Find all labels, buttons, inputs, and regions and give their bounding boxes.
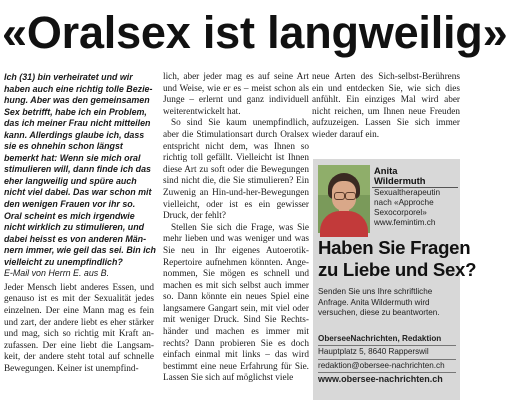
question-line: vielleicht zu unempfindlich? [4,256,123,267]
author-credential: Sexualtherapeutin [374,188,441,197]
contact-website[interactable]: www.obersee-nachrichten.ch [318,374,443,385]
contact-title: OberseeNachrichten, Redaktion [318,334,456,346]
column-1 [4,72,154,376]
text-line: richtig toll gefällt. Vielleicht ist Ihnen [163,153,309,164]
text-line: zufassen. Der eine liebt die Langsam- [4,340,154,351]
text-line: lich, aber jeder mag es auf seine Art [163,72,309,82]
question-line: Oral scheint es mich irgendwie [4,210,135,221]
text-line: nicht reichen, um Ihnen neue Freuden [312,106,460,117]
sidebar-heading [318,237,477,281]
text-line: keit, der andere steht total auf schnelle [4,352,154,363]
sidebar-body-line: Anfrage. Anita Wildermuth wird [318,297,430,307]
answer-text-column-3 [312,72,460,142]
text-line: entspricht nicht dem, was Ihnen so [163,141,309,152]
text-line: einzelnen. Der eine Mann mag es fein [4,306,154,317]
text-line: Stellen Sie sich die Frage, was Sie [171,222,309,233]
answer-text-column-1 [4,283,154,376]
text-line: Sie neu in Ihr eigenes Autoerotik- [163,245,309,256]
text-line: aber die Stimulationsart durch Oralsex [163,129,309,140]
author-website: www.femintim.ch [374,218,436,227]
author-photo [318,165,370,233]
question-line: nicht viel dabei. Das war schon mit [4,187,152,198]
headline: «Oralsex ist langweilig» [2,7,507,58]
text-line: händer und machen es immer mit [163,327,309,338]
text-line: wieder darauf ein. [312,129,380,140]
text-line: diese Art zu soft oder die Bewegungen [163,164,309,175]
text-line: mit weniger Druck. Sind Sie Rechts- [163,315,309,326]
answer-text-column-2 [163,72,309,385]
text-line: weiterentwickelt hat. [163,106,241,117]
author-credential: Sexocorporel» [374,208,427,217]
author-first-name: Anita [374,165,398,176]
question-line: haben auch eine richtig tolle Bezie- [4,83,153,94]
text-line: ein und entdecken Sie, wie sich dies [312,83,460,94]
question-line: sie es ohnehin schon längst [4,141,123,152]
sidebar-heading-line: zu Liebe und Sex? [318,259,477,280]
question-line: stimulieren will, dann finde ich das [4,164,151,175]
question-line: dabei heisst es von anderen Män- [4,233,147,244]
question-line: den wenigen Frauen vor ihr so. [4,199,136,210]
text-line: und Weise, wie er es – meist schon als [163,83,309,94]
text-line: einfach einmal mit links – das wird [163,350,309,361]
text-line: Repertoire aufnehmen könnten. Ange- [163,257,309,268]
text-line: mehr lieben und was weniger und was [163,234,309,245]
text-line: Junge – erlernt und ganz individuell [163,95,309,106]
question-line: eher langweilig und spüre auch [4,175,137,186]
author-credential: nach «Approche [374,198,434,207]
text-line: nommen, Sie mögen es schnell und [163,269,309,280]
text-line: langsamere Gangart sein, mit viel oder [163,303,309,314]
sidebar-body-line: versuchen, diese zu beantworten. [318,308,440,318]
question-line: nicht wirklich zu stimulieren, und [4,222,145,233]
question-line: Ich (31) bin verheiratet und wir [4,72,133,82]
sidebar-body-line: Senden Sie uns Ihre schriftliche [318,287,433,296]
text-line: sind nicht die, die Sie stimulieren? Ein [163,176,309,187]
text-line: und mag, sich so richtig mit Kraft an- [4,329,154,340]
question-line: hung. Aber was den gemeinsamen [4,95,150,106]
text-line: aufzuzeigen. Lassen Sie sich immer [312,118,460,129]
text-line: rechts? Dann probieren Sie es doch [163,338,309,349]
text-line: Bewegungen. Keiner ist unempfind- [4,364,139,374]
question-line: Sex betrifft, habe ich ein Problem, [4,106,147,117]
text-line: bestimmt eine neue Erfahrung für Sie. [163,361,309,372]
expert-sidebar [313,159,477,400]
reader-question [4,72,154,280]
text-line: anfühlt. Ein einziges Mal wird aber [312,95,460,106]
text-line: machen es mit sich selbst auch immer [163,280,309,291]
question-line: bemerkt hat: Wenn sie mich oral [4,152,141,163]
text-line: so. Dann könnte ein neues Spiel eine [163,292,309,303]
text-line: Zuwenig an Hin-und-her-Bewegungen [163,187,309,198]
text-line: Lassen Sie sich auf möglichst viele [163,373,294,384]
text-line: neue Arten des Sich-selbst-Berührens [312,72,460,82]
sidebar-heading-line: Haben Sie Fragen [318,237,471,258]
question-line: nern immer, wie geil das sei. Bin ich [4,245,156,256]
text-line: genauso ist es mit der Sexualität jedes [4,294,154,305]
text-line: So sind Sie kaum unempfindlich, [171,118,309,129]
question-line: kann. Allerdings glaube ich, dass [4,129,145,140]
text-line: vielleicht, oder ist es ein gewisser [163,199,309,210]
text-line: Druck, der fehlt? [163,211,226,222]
sidebar-body [318,287,458,319]
text-line: Jeder Mensch liebt anderes Essen, und [4,282,154,293]
text-line: und zart, der andere liebt es eher stärker [4,317,154,328]
question-signature: E-Mail von Herrn E. aus B. [4,268,110,279]
question-line: das ich meiner Frau nicht mitteilen [4,118,151,129]
author-last-name: Wildermuth [374,175,426,186]
contact-block [318,334,456,386]
contact-email[interactable]: redaktion@obersee-nachrichten.ch [318,360,456,373]
contact-address: Hauptplatz 5, 8640 Rapperswil [318,346,456,359]
